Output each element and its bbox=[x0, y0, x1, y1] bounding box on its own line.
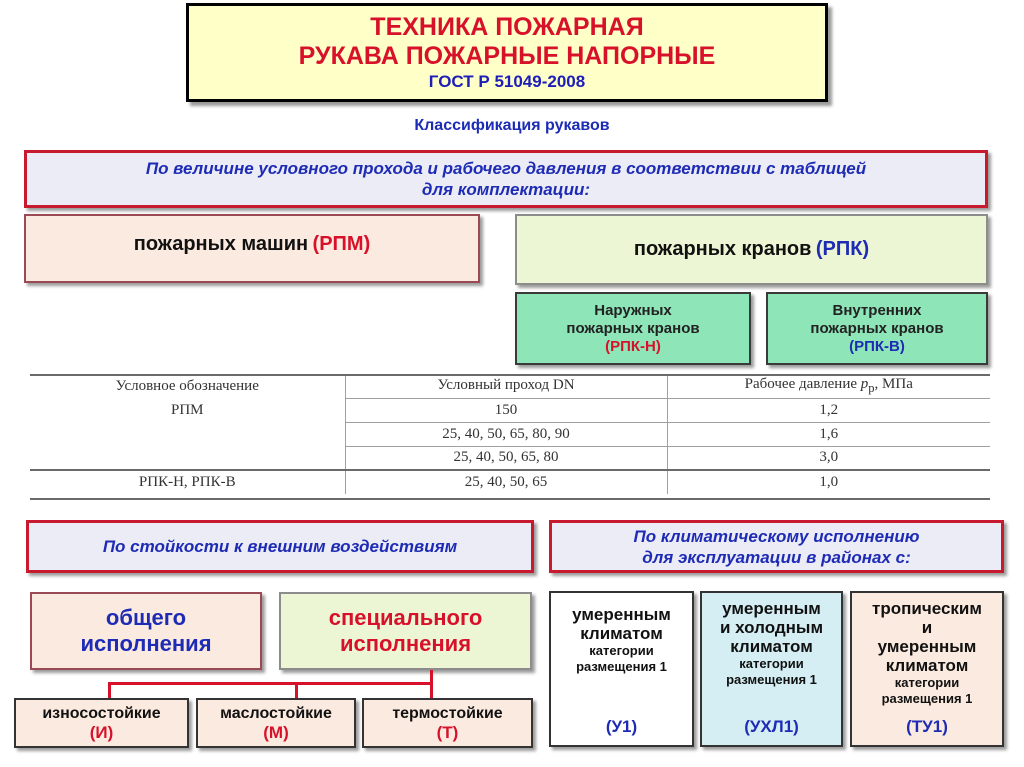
climate-box-tu1 bbox=[850, 591, 1004, 747]
climate-line: и холодным bbox=[719, 618, 824, 637]
by-diameter-line-2: для комплектации: bbox=[421, 180, 591, 199]
table-cell-empty bbox=[30, 422, 345, 446]
table-cell-dn: 25, 40, 50, 65 bbox=[345, 470, 667, 494]
pressure-symbol: p bbox=[860, 375, 869, 392]
table-cell-pressure: 1,6 bbox=[667, 422, 990, 446]
rpk-indoor-box bbox=[766, 292, 988, 365]
title-line-2: РУКАВА ПОЖАРНЫЕ НАПОРНЫЕ bbox=[298, 41, 716, 70]
table-header-pressure bbox=[667, 374, 990, 398]
by-diameter-line-1: По величине условного прохода и рабочего давления в соответствии с таблицей bbox=[145, 159, 867, 178]
wear-code: (М) bbox=[263, 722, 289, 742]
rpk-box bbox=[515, 214, 988, 285]
title-box bbox=[186, 3, 828, 102]
connector-drop-1 bbox=[108, 682, 111, 698]
wear-label: износостойкие bbox=[42, 704, 161, 722]
by-resistance-text: По стойкости к внешним воздействиям bbox=[102, 537, 458, 556]
rpk-outdoor-line-2: пожарных кранов bbox=[566, 319, 700, 337]
oil-resistant-box bbox=[196, 698, 356, 748]
wear-code: (И) bbox=[89, 722, 114, 742]
table-row bbox=[30, 470, 990, 494]
connector-drop-3 bbox=[430, 682, 433, 698]
rpk-indoor-line-1: Внутренних bbox=[832, 301, 922, 319]
rpk-label: пожарных кранов bbox=[633, 238, 812, 260]
climate-line: умеренным bbox=[572, 605, 671, 624]
climate-sub: размещения 1 bbox=[881, 691, 973, 706]
title-line-1: ТЕХНИКА ПОЖАРНАЯ bbox=[370, 12, 644, 41]
rpm-code: (РПМ) bbox=[312, 233, 371, 255]
climate-line: умеренным bbox=[722, 599, 821, 618]
table-cell-empty bbox=[30, 446, 345, 470]
wear-label: маслостойкие bbox=[220, 704, 332, 722]
special-purpose-box bbox=[279, 592, 532, 670]
general-line-2: исполнения bbox=[80, 631, 212, 656]
climate-line: умеренным bbox=[877, 637, 977, 656]
table-cell-pressure: 1,0 bbox=[667, 470, 990, 494]
wear-code: (Т) bbox=[436, 722, 459, 742]
heat-resistant-box bbox=[362, 698, 533, 748]
climate-line: климатом bbox=[885, 656, 969, 675]
table-cell-dn: 25, 40, 50, 65, 80 bbox=[345, 446, 667, 470]
wear-resistant-box bbox=[14, 698, 189, 748]
climate-sub: категории bbox=[589, 643, 654, 658]
climate-line: климатом bbox=[580, 624, 663, 643]
rpk-code: (РПК) bbox=[815, 238, 870, 260]
rpk-outdoor-box bbox=[515, 292, 751, 365]
climate-sub: категории bbox=[739, 656, 804, 671]
climate-line: климатом bbox=[730, 637, 813, 656]
rpk-outdoor-line-1: Наружных bbox=[594, 301, 672, 319]
table-cell-dn: 25, 40, 50, 65, 80, 90 bbox=[345, 422, 667, 446]
climate-sub: размещения 1 bbox=[576, 659, 667, 674]
rpk-indoor-code: (РПК-В) bbox=[849, 337, 905, 355]
standard-number: ГОСТ Р 51049-2008 bbox=[428, 71, 586, 91]
rpk-indoor-line-2: пожарных кранов bbox=[810, 319, 944, 337]
classification-heading: Классификация рукавов bbox=[414, 117, 610, 134]
by-climate-line-1: По климатическому исполнению bbox=[633, 526, 920, 546]
climate-line: тропическим bbox=[872, 599, 982, 618]
table-cell-dn: 150 bbox=[345, 398, 667, 422]
connector-drop-2 bbox=[295, 682, 298, 698]
wear-label: термостойкие bbox=[392, 704, 503, 722]
spec-table bbox=[30, 374, 990, 494]
by-resistance-box bbox=[26, 520, 534, 573]
climate-sub: размещения 1 bbox=[726, 672, 817, 687]
by-climate-box bbox=[549, 520, 1004, 573]
table-header-dn: Условный проход DN bbox=[345, 374, 667, 398]
climate-line: и bbox=[921, 618, 933, 637]
table-row bbox=[30, 446, 990, 470]
table-cell-pressure: 1,2 bbox=[667, 398, 990, 422]
rpk-outdoor-code: (РПК-Н) bbox=[605, 337, 661, 355]
climate-code: (ТУ1) bbox=[906, 717, 948, 736]
table-cell-rpm: РПМ bbox=[170, 401, 204, 418]
connector-bar bbox=[108, 682, 433, 685]
climate-box-u1 bbox=[549, 591, 694, 747]
table-row bbox=[30, 422, 990, 446]
general-purpose-box bbox=[30, 592, 262, 670]
climate-code: (УХЛ1) bbox=[744, 717, 799, 736]
table-header-designation: Условное обозначение bbox=[115, 377, 259, 394]
rpm-label: пожарных машин bbox=[133, 233, 309, 255]
table-row bbox=[30, 398, 990, 422]
climate-sub: категории bbox=[894, 675, 960, 690]
pressure-subscript: р bbox=[868, 380, 875, 395]
climate-code: (У1) bbox=[605, 717, 638, 736]
table-cell-pressure: 3,0 bbox=[667, 446, 990, 470]
by-diameter-box bbox=[24, 150, 988, 208]
by-climate-line-2: для эксплуатации в районах с: bbox=[642, 547, 911, 567]
table-header-row bbox=[30, 374, 990, 398]
rpm-box bbox=[24, 214, 480, 283]
pressure-header-text: Рабочее давление bbox=[744, 375, 861, 392]
pressure-unit: , МПа bbox=[874, 375, 913, 392]
special-line-2: исполнения bbox=[339, 631, 472, 656]
table-cell-rpk: РПК-Н, РПК-В bbox=[138, 474, 236, 490]
special-line-1: специального bbox=[328, 605, 483, 630]
climate-box-uhl1 bbox=[700, 591, 843, 747]
general-line-1: общего bbox=[105, 605, 187, 630]
